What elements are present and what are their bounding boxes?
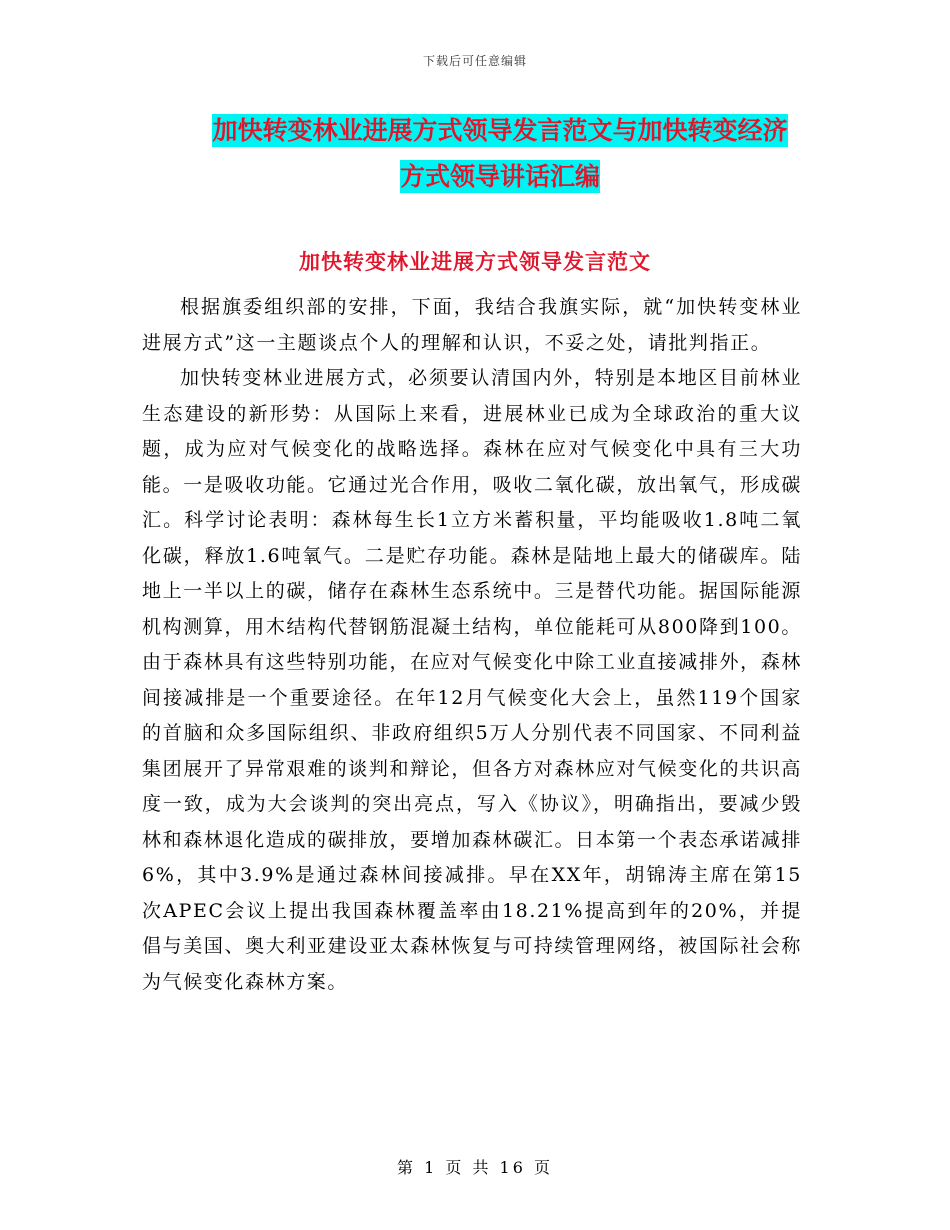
paragraph: 加快转变林业进展方式，必须要认清国内外，特别是本地区目前林业生态建设的新形势：从国际上来看，进展林业已成为全球政治的重大议题，成为应对气候变化的战略选择。森林在应对气候变化中具有三大功能。一是吸收功能。它通过光合作用，吸收二氧化碳，放出氧气，形成碳汇。科学讨论表明：森林每生长1立方米蓄积量，平均能吸收1.8吨二氧化碳，释放1.6吨氧气。二是贮存功能。森林是陆地上最大的储碳库。陆地上一半以上的碳，储存在森林生态系统中。三是替代功能。据国际能源机构测算，用木结构代替钢筋混凝土结构，单位能耗可从800降到100。由于森林具有这些特别功能，在应对气候变化中除工业直接减排外，森林间接减排是一个重要途径。在年12月气候变化大会上，虽然119个国家的首脑和众多国际组织、非政府组织5万人分别代表不同国家、不同利益集团展开了异常艰难的谈判和辩论，但各方对森林应对气候变化的共识高度一致，成为大会谈判的突出亮点，写入《协议》，明确指出，要减少毁林和森林退化造成的碳排放，要增加森林碳汇。日本第一个表态承诺减排6%，其中3.9%是通过森林间接减排。早在XX年，胡锦涛主席在第15次APEC会议上提出我国森林覆盖率由18.21%提高到年的20%，并提倡与美国、奥大利亚建设亚太森林恢复与可持续管理网络，被国际社会称为气候变化森林方案。 [142, 367, 802, 993]
body-text [142, 290, 802, 1000]
title-line-2: 方式领导讲话汇编 [399, 162, 600, 191]
page-number: 第 1 页 共 16 页 [397, 1158, 553, 1177]
paragraph: 根据旗委组织部的安排，下面，我结合我旗实际，就“加快转变林业进展方式”这一主题谈点个人的理解和认识，不妥之处，请批判指正。 [142, 296, 802, 354]
document-title [140, 108, 860, 200]
title-line-1: 加快转变林业进展方式领导发言范文与加快转变经济 [212, 116, 788, 145]
header-note: 下载后可任意编辑 [422, 54, 527, 68]
section-title: 加快转变林业进展方式领导发言范文 [299, 250, 651, 274]
